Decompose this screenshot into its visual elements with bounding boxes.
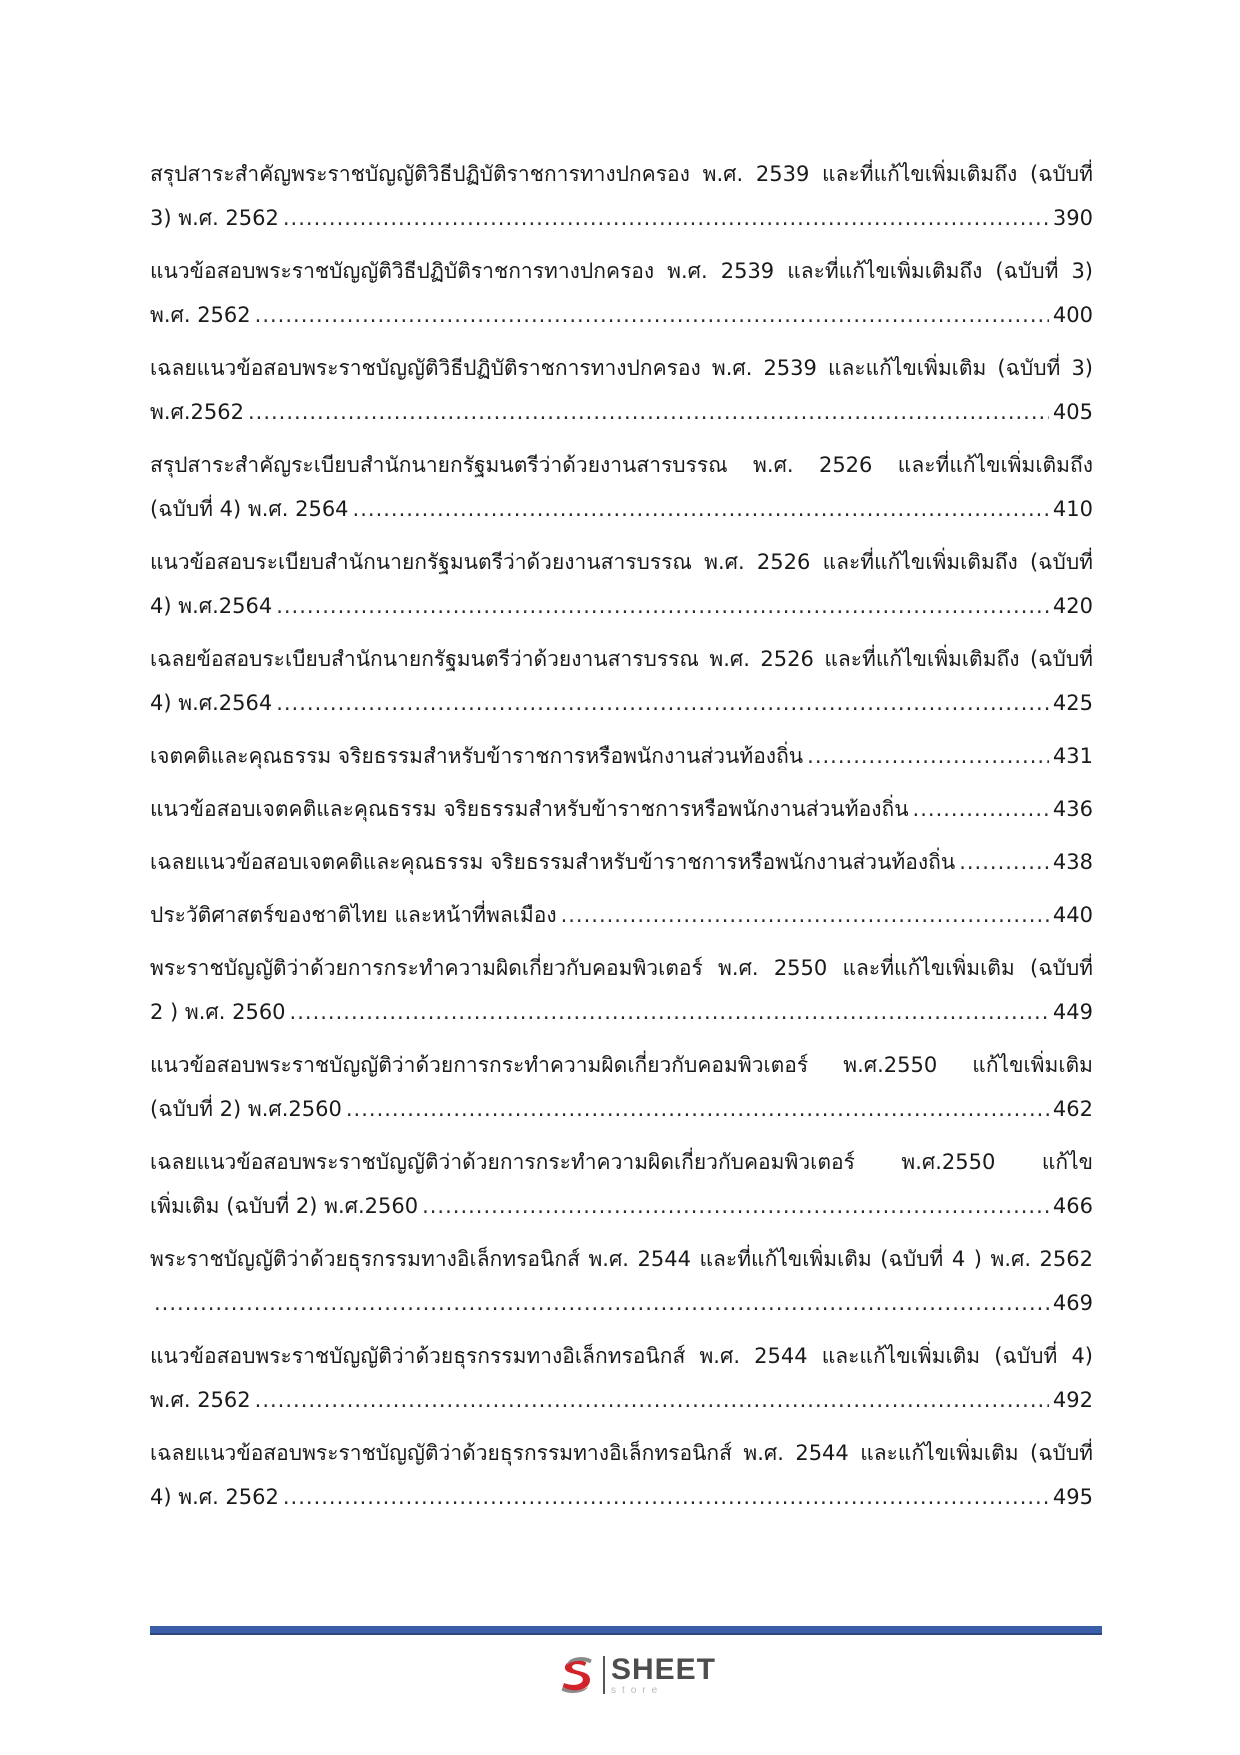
logo-sub-text: store — [610, 1684, 664, 1696]
toc-entry-title-continued: (ฉบับที่ 2) พ.ศ.2560 — [150, 1097, 342, 1121]
toc-entry-leader-line — [150, 196, 1093, 240]
toc-entry-title-continued: 2 ) พ.ศ. 2560 — [150, 1000, 286, 1024]
dot-leader — [807, 734, 1049, 778]
toc-entry-leader-line — [150, 1184, 1093, 1228]
toc-entry-title: ประวัติศาสตร์ของชาติไทย และหน้าที่พลเมือง — [150, 903, 557, 927]
toc-page-number: 431 — [1052, 744, 1093, 768]
toc-entry[interactable] — [150, 1334, 1093, 1422]
toc-entry-title: เฉลยแนวข้อสอบเจตคติและคุณธรรม จริยธรรมสำหรับข้าราชการหรือพนักงานส่วนท้องถิ่น — [150, 850, 956, 874]
toc-page-number: 449 — [1052, 1000, 1093, 1024]
toc-entry-leader-line — [150, 1281, 1093, 1325]
toc-entry-title: เฉลยข้อสอบระเบียบสำนักนายกรัฐมนตรีว่าด้วยงานสารบรรณ พ.ศ. 2526 และที่แก้ไขเพิ่มเติมถึง (ฉบับที่ — [150, 647, 1093, 671]
toc-entry-title: สรุปสาระสำคัญระเบียบสำนักนายกรัฐมนตรีว่าด้วยงานสารบรรณ พ.ศ. 2526 และที่แก้ไขเพิ่มเติมถึง — [150, 453, 1093, 477]
toc-entry-leader-line — [150, 487, 1093, 531]
logo-wordmark — [610, 1652, 716, 1696]
toc-entry[interactable] — [150, 152, 1093, 240]
toc-entry-leader-line — [150, 293, 1093, 337]
toc-entry-leader-line — [150, 390, 1093, 434]
toc-entry-title-continued: 4) พ.ศ.2564 — [150, 691, 273, 715]
toc-page-number: 436 — [1052, 797, 1093, 821]
dot-leader — [255, 1378, 1049, 1422]
toc-entry[interactable] — [150, 443, 1093, 531]
toc-entry-title: พระราชบัญญัติว่าด้วยธุรกรรมทางอิเล็กทรอนิกส์ พ.ศ. 2544 และที่แก้ไขเพิ่มเติม (ฉบับที่ 4 ) พ.ศ. 2562 — [150, 1247, 1093, 1271]
toc-entry-title: เฉลยแนวข้อสอบพระราชบัญญัติว่าด้วยการกระทำความผิดเกี่ยวกับคอมพิวเตอร์ พ.ศ.2550 แก้ไข — [150, 1150, 1093, 1174]
toc-page-number: 495 — [1052, 1485, 1093, 1509]
footer-rule-shadow — [150, 1633, 1102, 1635]
toc-entry-title-continued: 3) พ.ศ. 2562 — [150, 206, 279, 230]
toc-entry[interactable] — [150, 249, 1093, 337]
toc-entry-title-continued: พ.ศ. 2562 — [150, 303, 251, 327]
toc-page-number: 492 — [1052, 1388, 1093, 1412]
toc-page-number: 405 — [1052, 400, 1093, 424]
toc-entry-leader-line — [150, 840, 1093, 884]
dot-leader — [276, 681, 1049, 725]
toc-entry-title: เฉลยแนวข้อสอบพระราชบัญญัติวิธีปฏิบัติราชการทางปกครอง พ.ศ. 2539 และแก้ไขเพิ่มเติม (ฉบับที่ 3) — [150, 356, 1093, 380]
toc-entry-title-continued: พ.ศ. 2562 — [150, 1388, 251, 1412]
logo-main-text: SHEET — [610, 1652, 716, 1686]
toc-entry[interactable] — [150, 1431, 1093, 1519]
toc-entry-title: แนวข้อสอบระเบียบสำนักนายกรัฐมนตรีว่าด้วยงานสารบรรณ พ.ศ. 2526 และที่แก้ไขเพิ่มเติมถึง (ฉบับที่ — [150, 550, 1093, 574]
toc-entry[interactable] — [150, 540, 1093, 628]
toc-entry-title: แนวข้อสอบพระราชบัญญัติว่าด้วยการกระทำความผิดเกี่ยวกับคอมพิวเตอร์ พ.ศ.2550 แก้ไขเพิ่มเติม — [150, 1053, 1093, 1077]
toc-entry[interactable] — [150, 840, 1093, 884]
dot-leader — [154, 1281, 1049, 1325]
sheet-store-logo — [556, 1652, 716, 1698]
toc-entry-leader-line — [150, 1087, 1093, 1131]
toc-page-number: 469 — [1052, 1291, 1093, 1315]
dot-leader — [959, 840, 1049, 884]
toc-entry[interactable] — [150, 1237, 1093, 1325]
toc-entry-leader-line — [150, 734, 1093, 778]
toc-page-number: 462 — [1052, 1097, 1093, 1121]
toc-entry[interactable] — [150, 1043, 1093, 1131]
toc-page-number: 420 — [1052, 594, 1093, 618]
toc-entry-leader-line — [150, 990, 1093, 1034]
dot-leader — [353, 487, 1049, 531]
toc-page-number: 466 — [1052, 1194, 1093, 1218]
toc-entry-leader-line — [150, 1378, 1093, 1422]
toc-page-number: 390 — [1052, 206, 1093, 230]
toc-entry[interactable] — [150, 346, 1093, 434]
dot-leader — [276, 584, 1049, 628]
dot-leader — [561, 893, 1049, 937]
toc-entry-title: แนวข้อสอบพระราชบัญญัติว่าด้วยธุรกรรมทางอิเล็กทรอนิกส์ พ.ศ. 2544 และแก้ไขเพิ่มเติม (ฉบับที่ 4) — [150, 1344, 1093, 1368]
footer-rule — [150, 1626, 1102, 1633]
dot-leader — [346, 1087, 1049, 1131]
dot-leader — [283, 196, 1049, 240]
toc-entry-leader-line — [150, 584, 1093, 628]
toc-entry-title-continued: (ฉบับที่ 4) พ.ศ. 2564 — [150, 497, 349, 521]
toc-page-number: 438 — [1052, 850, 1093, 874]
toc-page-number: 425 — [1052, 691, 1093, 715]
toc-entry[interactable] — [150, 734, 1093, 778]
toc-entry-leader-line — [150, 787, 1093, 831]
toc-page-number: 410 — [1052, 497, 1093, 521]
dot-leader — [290, 990, 1049, 1034]
toc-entry[interactable] — [150, 946, 1093, 1034]
toc-entry-title: แนวข้อสอบพระราชบัญญัติวิธีปฏิบัติราชการทางปกครอง พ.ศ. 2539 และที่แก้ไขเพิ่มเติมถึง (ฉบับที่ 3) — [150, 259, 1093, 283]
toc-entry-leader-line — [150, 893, 1093, 937]
toc-page-number: 400 — [1052, 303, 1093, 327]
toc-entry-leader-line — [150, 1475, 1093, 1519]
toc-entry-title: สรุปสาระสำคัญพระราชบัญญัติวิธีปฏิบัติราชการทางปกครอง พ.ศ. 2539 และที่แก้ไขเพิ่มเติมถึง (ฉบับที่ — [150, 162, 1093, 186]
dot-leader — [913, 787, 1049, 831]
toc-entry[interactable] — [150, 1140, 1093, 1228]
toc-entry-leader-line — [150, 681, 1093, 725]
toc-entry[interactable] — [150, 787, 1093, 831]
toc-entry-title-continued: เพิ่มเติม (ฉบับที่ 2) พ.ศ.2560 — [150, 1194, 419, 1218]
toc-entry-title-continued: 4) พ.ศ. 2562 — [150, 1485, 279, 1509]
dot-leader — [255, 293, 1049, 337]
table-of-contents — [150, 152, 1093, 1528]
toc-page-number: 440 — [1052, 903, 1093, 927]
toc-entry-title: แนวข้อสอบเจตคติและคุณธรรม จริยธรรมสำหรับข้าราชการหรือพนักงานส่วนท้องถิ่น — [150, 797, 909, 821]
toc-entry[interactable] — [150, 637, 1093, 725]
toc-entry-title-continued: 4) พ.ศ.2564 — [150, 594, 273, 618]
sheet-store-s-icon — [556, 1652, 597, 1698]
dot-leader — [248, 390, 1049, 434]
dot-leader — [283, 1475, 1049, 1519]
toc-entry-title: เฉลยแนวข้อสอบพระราชบัญญัติว่าด้วยธุรกรรมทางอิเล็กทรอนิกส์ พ.ศ. 2544 และแก้ไขเพิ่มเติม (ฉบับที่ — [150, 1441, 1093, 1465]
toc-entry-title: พระราชบัญญัติว่าด้วยการกระทำความผิดเกี่ยวกับคอมพิวเตอร์ พ.ศ. 2550 และที่แก้ไขเพิ่มเติม (ฉบับที่ — [150, 956, 1093, 980]
logo-divider — [603, 1656, 605, 1694]
toc-entry-title: เจตคติและคุณธรรม จริยธรรมสำหรับข้าราชการหรือพนักงานส่วนท้องถิ่น — [150, 744, 804, 768]
dot-leader — [422, 1184, 1049, 1228]
toc-entry-title-continued: พ.ศ.2562 — [150, 400, 244, 424]
toc-entry[interactable] — [150, 893, 1093, 937]
